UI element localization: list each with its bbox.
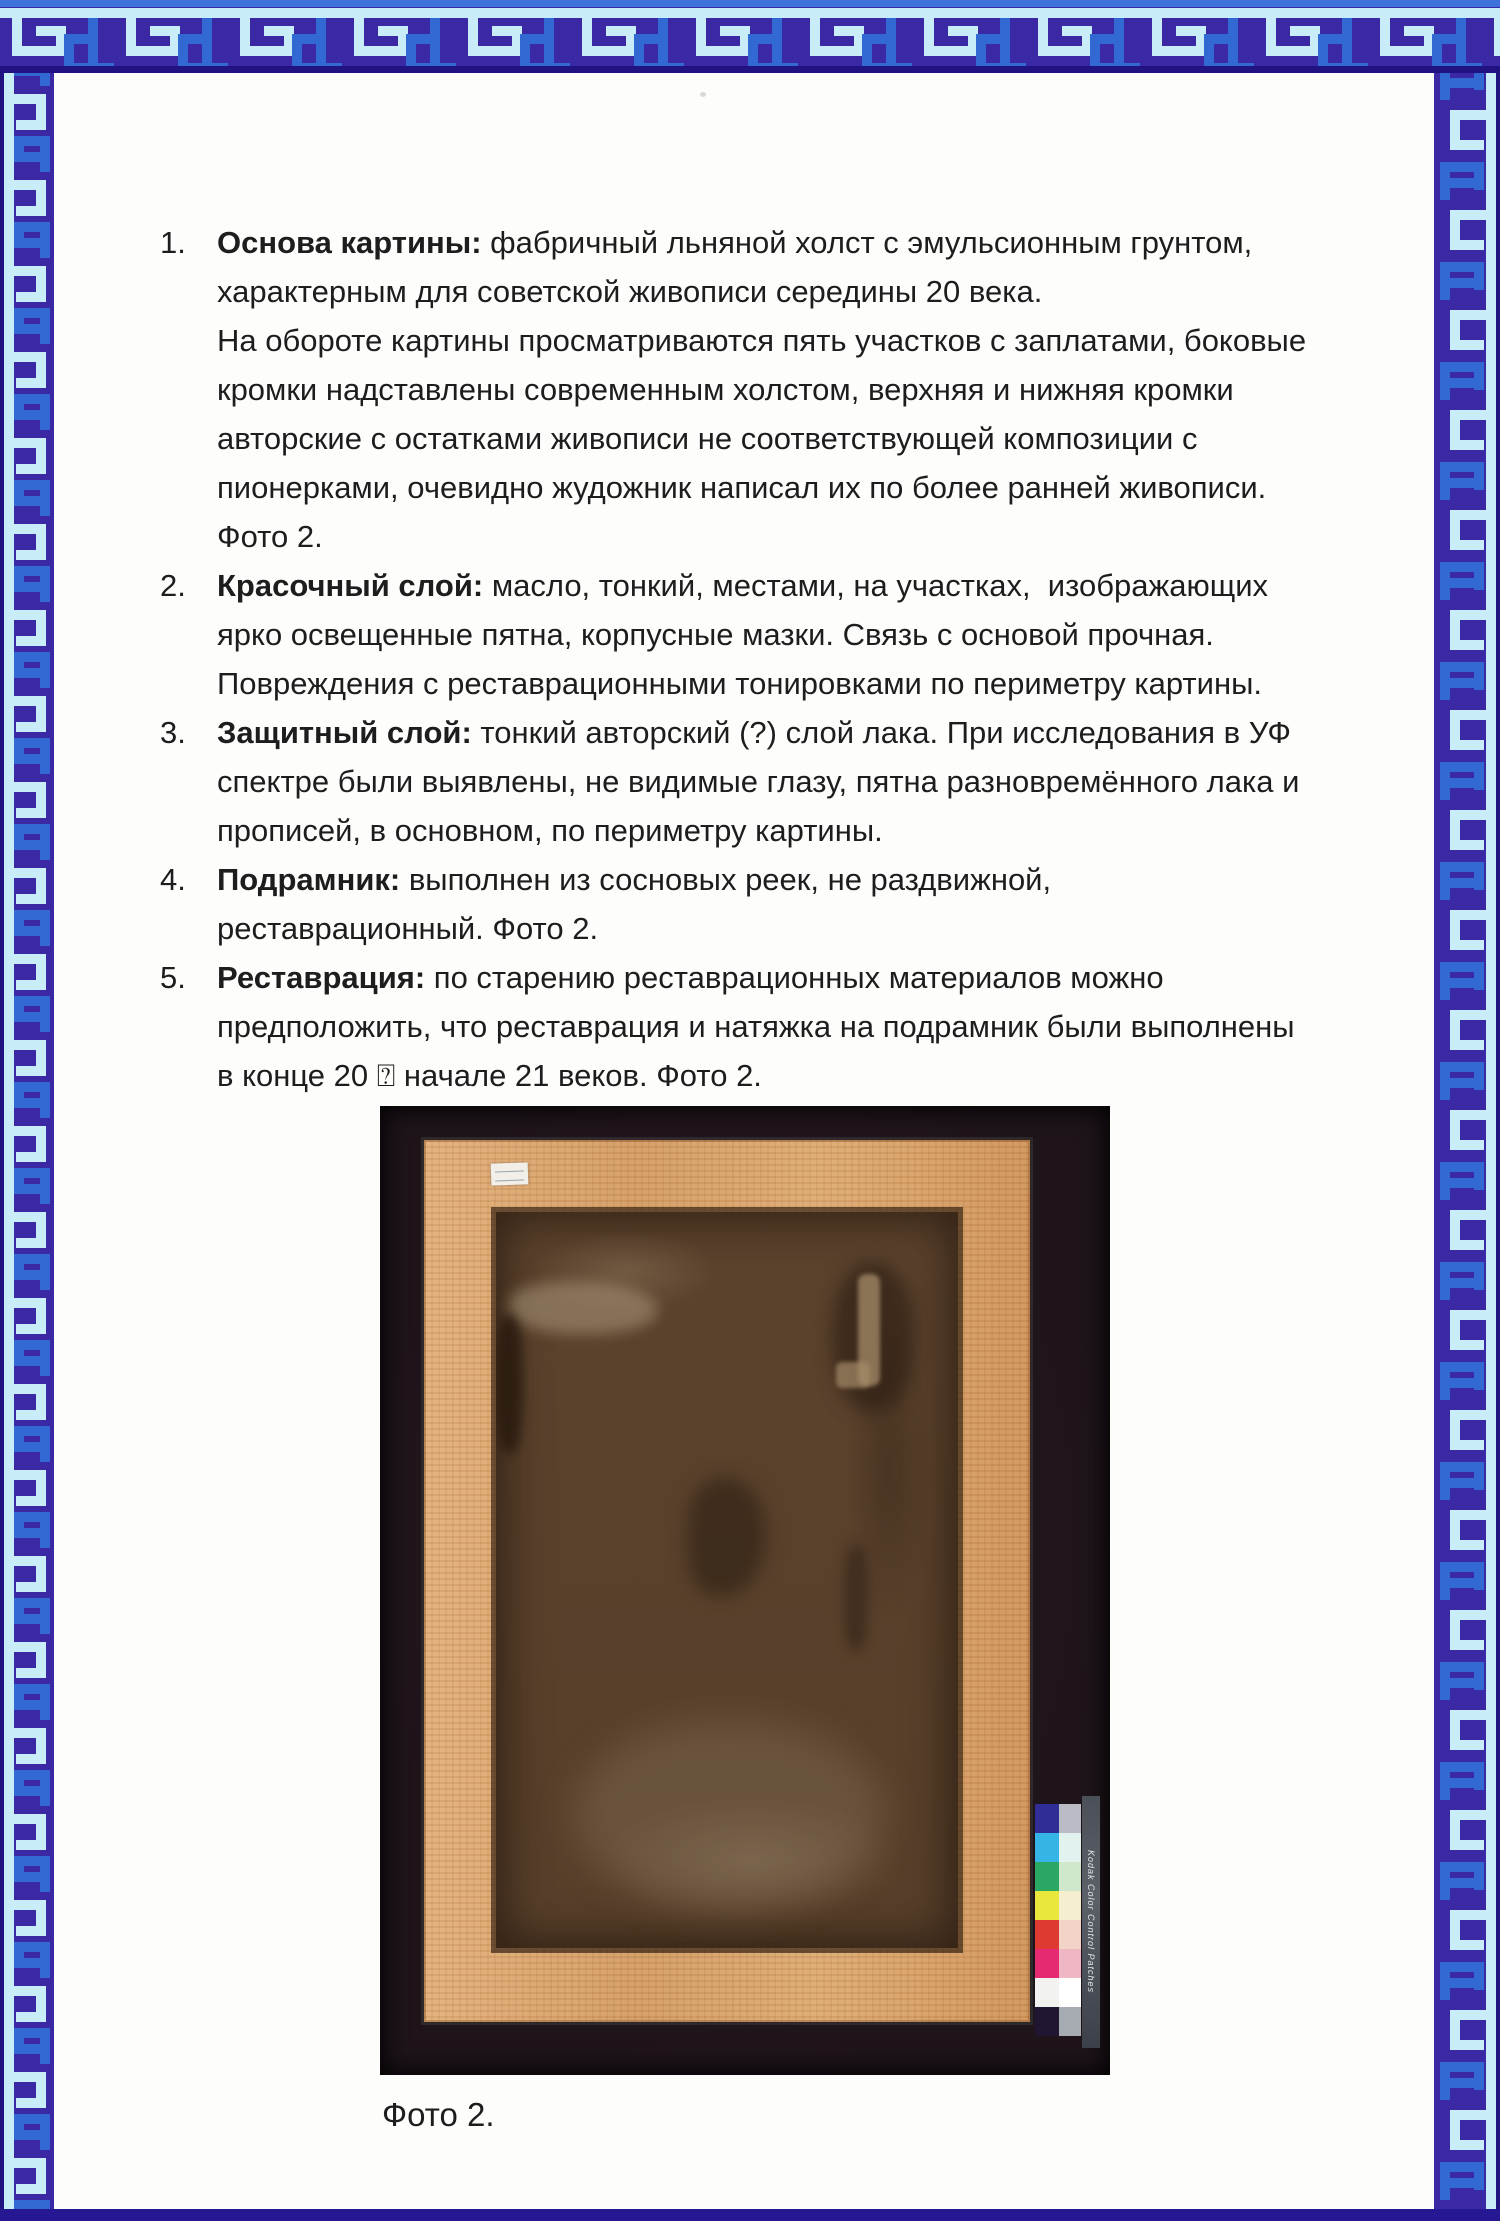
list-item: [160, 953, 1306, 1100]
painting-reverse-photo: [380, 1106, 1110, 2075]
color-scale-row: [1035, 1949, 1081, 1978]
inventory-label: [491, 1162, 529, 1185]
text-line: авторские с остатками живописи не соответствующей композиции с: [217, 421, 1198, 456]
scan-speck: [700, 92, 706, 97]
color-scale-cell: [1059, 1891, 1081, 1920]
text-line: кромки надставлены современным холстом, верхняя и нижняя кромки: [217, 372, 1234, 407]
text-line: На обороте картины просматриваются пять участков с заплатами, боковые: [217, 323, 1307, 358]
text-line: [217, 953, 1295, 1002]
text-line: [217, 708, 1299, 757]
list-item: [160, 218, 1306, 561]
color-scale-cell: [1035, 2007, 1059, 2036]
color-scale-row: [1035, 1804, 1081, 1833]
list-item: [160, 855, 1306, 953]
photo-caption: Фото 2.: [382, 2096, 495, 2133]
color-scale-row: [1035, 2007, 1081, 2036]
canvas-patch: [688, 1478, 766, 1596]
list-item-lead: Подрамник:: [217, 862, 401, 897]
canvas-patch: [836, 1362, 870, 1388]
list-item-body: [217, 708, 1299, 855]
list-item: [160, 561, 1306, 708]
list-item-lead: Реставрация:: [217, 960, 426, 995]
list-item-body: [217, 953, 1295, 1100]
color-scale-rows: [1035, 1804, 1081, 2036]
color-scale-cell: [1035, 1833, 1059, 1862]
color-scale-cell: [1035, 1978, 1059, 2007]
color-scale-row: [1035, 1891, 1081, 1920]
list-item-number: 3.: [160, 715, 186, 750]
text-line: ярко освещенные пятна, корпусные мазки. Связь с основой прочная.: [217, 617, 1214, 652]
color-calibration-strip: [1035, 1796, 1100, 2048]
condition-report-list: [160, 218, 1306, 1100]
color-scale-cell: [1059, 1949, 1081, 1978]
color-scale-cell: [1059, 2007, 1081, 2036]
list-item-text: выполнен из сосновых реек, не раздвижной,: [400, 862, 1052, 897]
list-item-number: 2.: [160, 568, 186, 603]
text-line: [217, 561, 1268, 610]
text-line: прописей, в основном, по периметру картины.: [217, 813, 883, 848]
list-item-number: 1.: [160, 225, 186, 260]
color-scale-row: [1035, 1978, 1081, 2007]
list-item: [160, 708, 1306, 855]
text-line: [217, 218, 1306, 267]
color-scale-row: [1035, 1920, 1081, 1949]
color-scale-cell: [1035, 1891, 1059, 1920]
color-scale-cell: [1059, 1978, 1081, 2007]
text-line: в конце 20 ⍰ начале 21 веков. Фото 2.: [217, 1058, 762, 1093]
canvas-patch: [574, 1720, 884, 1910]
text-line: реставрационный. Фото 2.: [217, 911, 599, 946]
list-item-body: [217, 218, 1306, 561]
list-item-number: 5.: [160, 960, 186, 995]
color-scale-row: [1035, 1833, 1081, 1862]
color-scale-label-bar: [1082, 1796, 1100, 2048]
list-item-number: 4.: [160, 862, 186, 897]
color-scale-row: [1035, 1862, 1081, 1891]
canvas-back: [496, 1212, 958, 1948]
color-scale-cell: [1059, 1920, 1081, 1949]
text-line: Повреждения с реставрационными тонировками по периметру картины.: [217, 666, 1262, 701]
canvas-patch: [844, 1544, 868, 1652]
list-item-body: [217, 855, 1051, 953]
canvas-patch: [510, 1282, 658, 1334]
list-item-text: по старению реставрационных материалов можно: [425, 960, 1164, 995]
color-scale-label: Kodak Color Control Patches: [1086, 1850, 1096, 1994]
list-item-text: масло, тонкий, местами, на участках, изображающих: [483, 568, 1269, 603]
list-item-lead: Защитный слой:: [217, 715, 472, 750]
color-scale-cell: [1035, 1920, 1059, 1949]
text-line: спектре были выявлены, не видимые глазу, пятна разновремённого лака и: [217, 764, 1300, 799]
color-scale-cell: [1035, 1862, 1059, 1891]
canvas-patch: [496, 1315, 523, 1453]
text-line: предположить, что реставрация и натяжка на подрамник были выполнены: [217, 1009, 1295, 1044]
color-scale-cell: [1059, 1833, 1081, 1862]
color-scale-cell: [1035, 1949, 1059, 1978]
color-scale-cell: [1059, 1862, 1081, 1891]
text-line: Фото 2.: [217, 519, 323, 554]
list-item-lead: Основа картины:: [217, 225, 482, 260]
text-line: [217, 855, 1051, 904]
list-item-body: [217, 561, 1268, 708]
text-line: пионерками, очевидно жудожник написал их по более ранней живописи.: [217, 470, 1267, 505]
color-scale-cell: [1059, 1804, 1081, 1833]
list-item-text: тонкий авторский (?) слой лака. При исследования в УФ: [471, 715, 1291, 750]
color-scale-cell: [1035, 1804, 1059, 1833]
list-item-lead: Красочный слой:: [217, 568, 484, 603]
list-item-text: фабричный льняной холст с эмульсионным грунтом,: [481, 225, 1253, 260]
text-line: характерным для советской живописи середины 20 века.: [217, 274, 1043, 309]
